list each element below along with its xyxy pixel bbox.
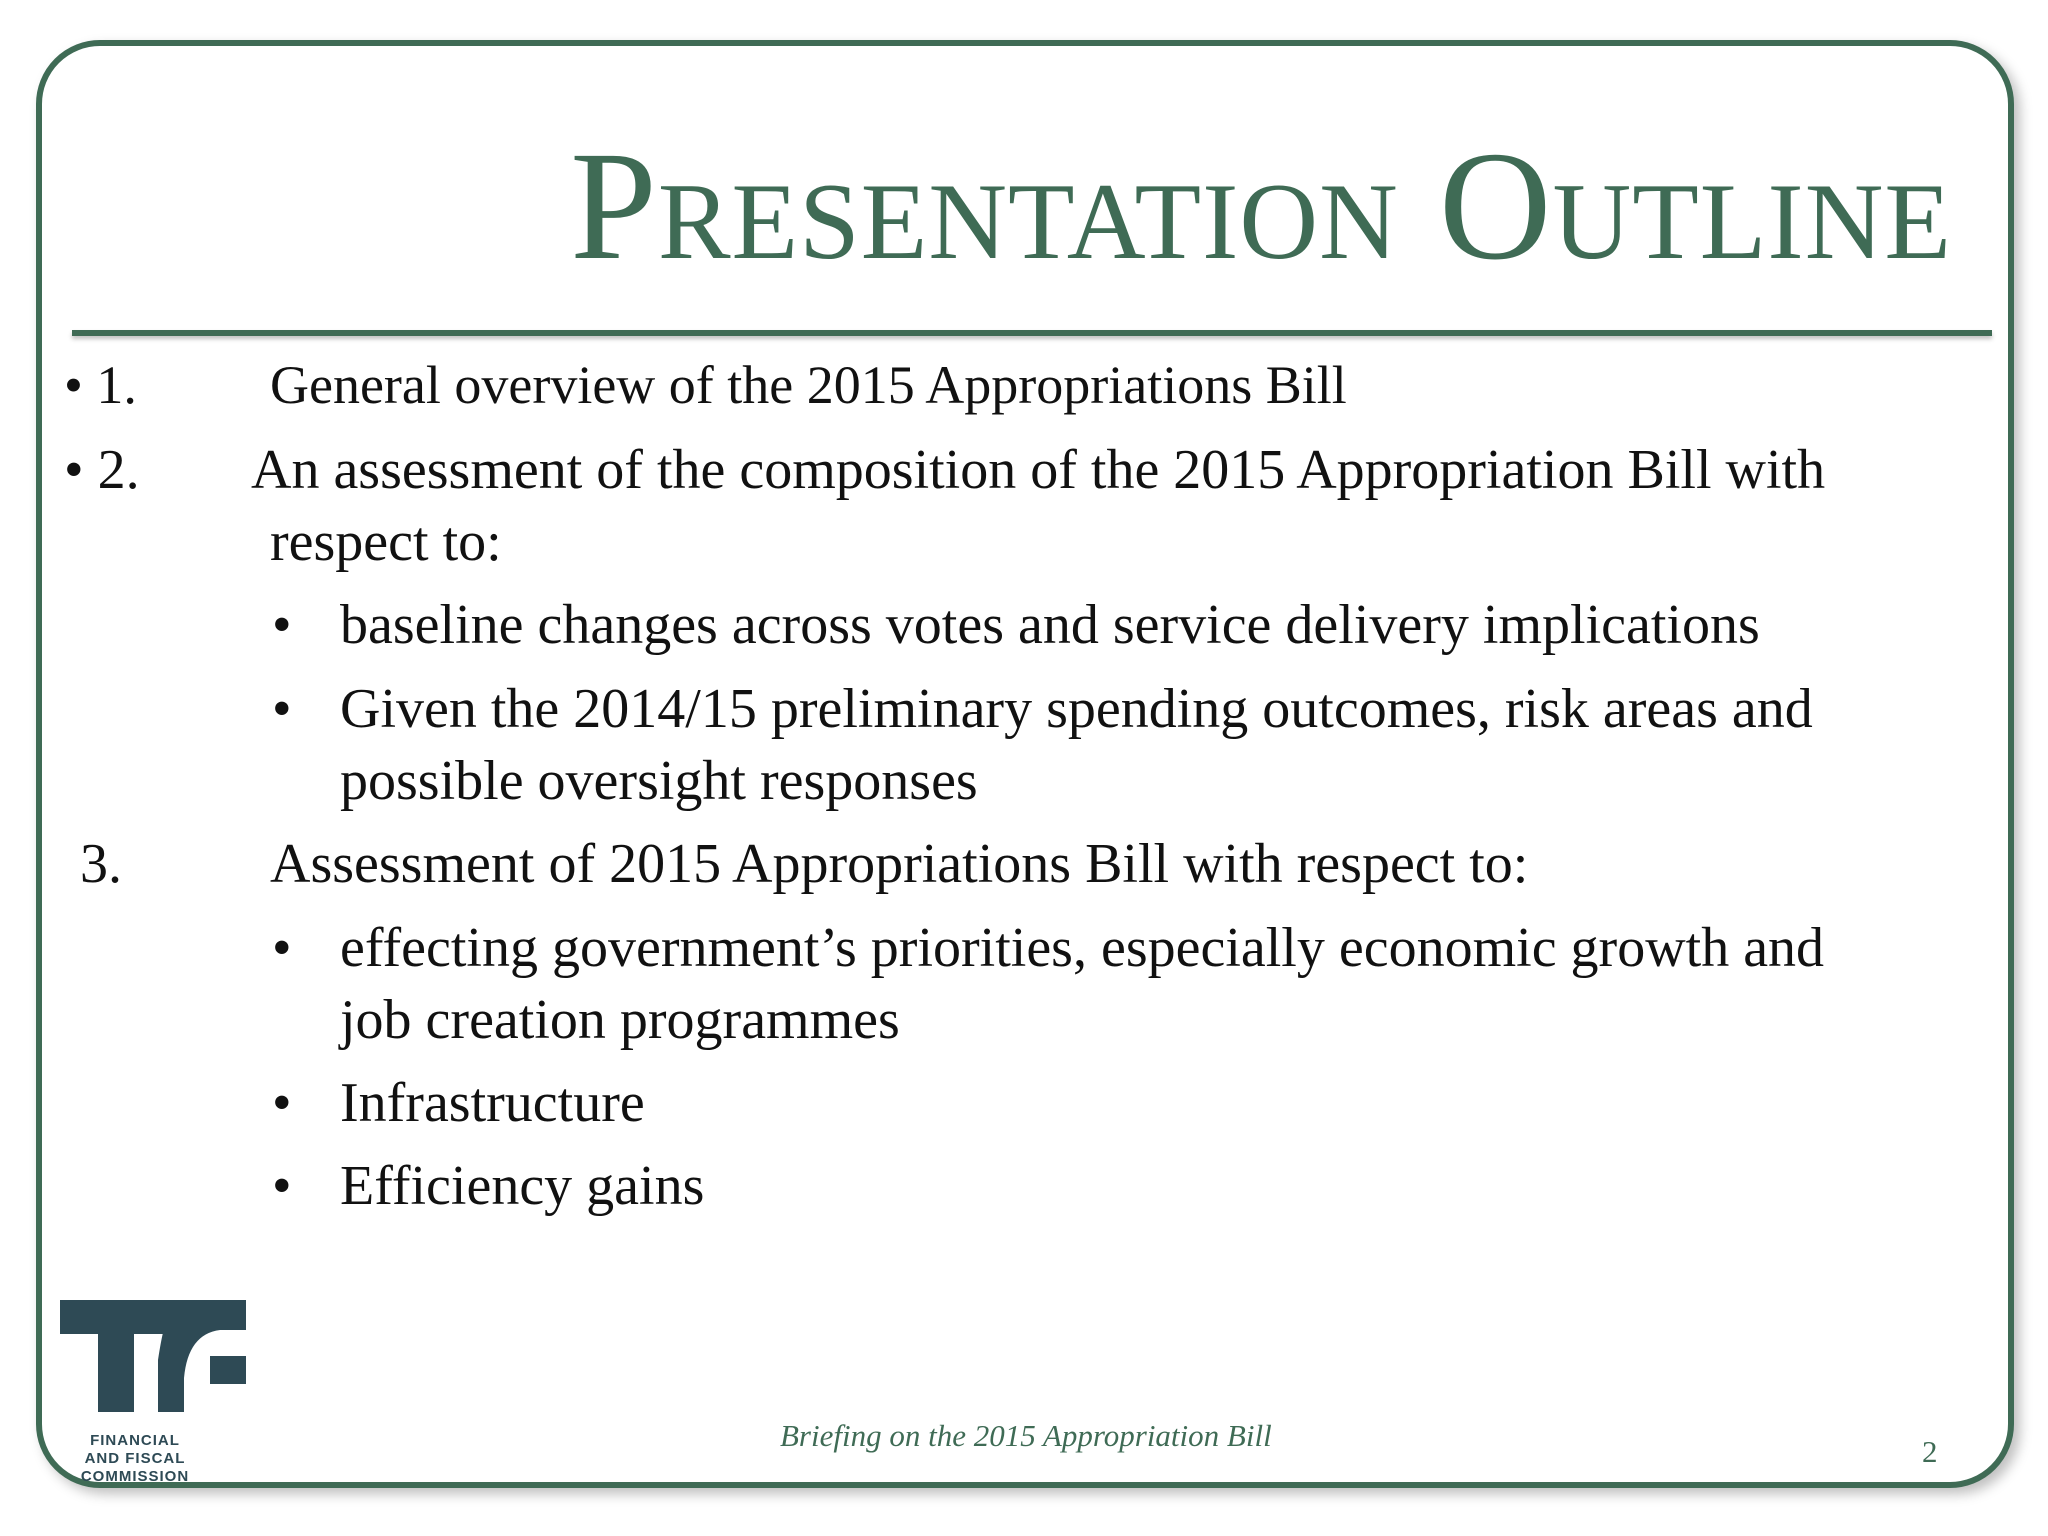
sub-bullet: • <box>272 678 292 740</box>
sub-bullet: • <box>272 594 292 656</box>
page-number: 2 <box>1922 1434 1938 1469</box>
item-3-sub-1-line-1: effecting government’s priorities, especially economic growth and <box>340 917 1825 979</box>
logo-text-line-2: AND FISCAL <box>84 1450 186 1467</box>
item-2-marker: • 2. <box>64 439 140 501</box>
item-3-sub-3: Efficiency gains <box>340 1155 705 1217</box>
item-2-text-line-1: An assessment of the composition of the 2015 Appropriation Bill with <box>251 439 1826 501</box>
item-3-text: Assessment of 2015 Appropriations Bill with respect to: <box>270 833 1529 895</box>
item-3-sub-1-line-2: job creation programmes <box>340 989 900 1051</box>
logo-text-line-3: COMMISSION <box>80 1468 190 1485</box>
item-3-marker: 3. <box>80 833 122 895</box>
sub-bullet: • <box>272 1072 292 1134</box>
item-1-marker: • 1. <box>64 355 137 415</box>
item-2-sub-2-line-2: possible oversight responses <box>340 750 978 812</box>
item-1-text: General overview of the 2015 Appropriations Bill <box>270 355 1347 415</box>
slide-title: Presentation Outline <box>570 119 1952 292</box>
item-2-text-line-2: respect to: <box>270 511 502 573</box>
item-2-sub-1: baseline changes across votes and service delivery implications <box>340 594 1760 656</box>
item-3-sub-2: Infrastructure <box>340 1072 645 1134</box>
sub-bullet: • <box>272 1155 292 1217</box>
slide-footer: Briefing on the 2015 Appropriation Bill <box>780 1418 1272 1453</box>
logo-text-line-1: FINANCIAL <box>90 1432 180 1449</box>
ffc-logo-mark-icon <box>60 1300 256 1424</box>
sub-bullet: • <box>272 917 292 979</box>
item-2-sub-2-line-1: Given the 2014/15 preliminary spending outcomes, risk areas and <box>340 678 1813 740</box>
ffc-logo <box>60 1300 256 1490</box>
